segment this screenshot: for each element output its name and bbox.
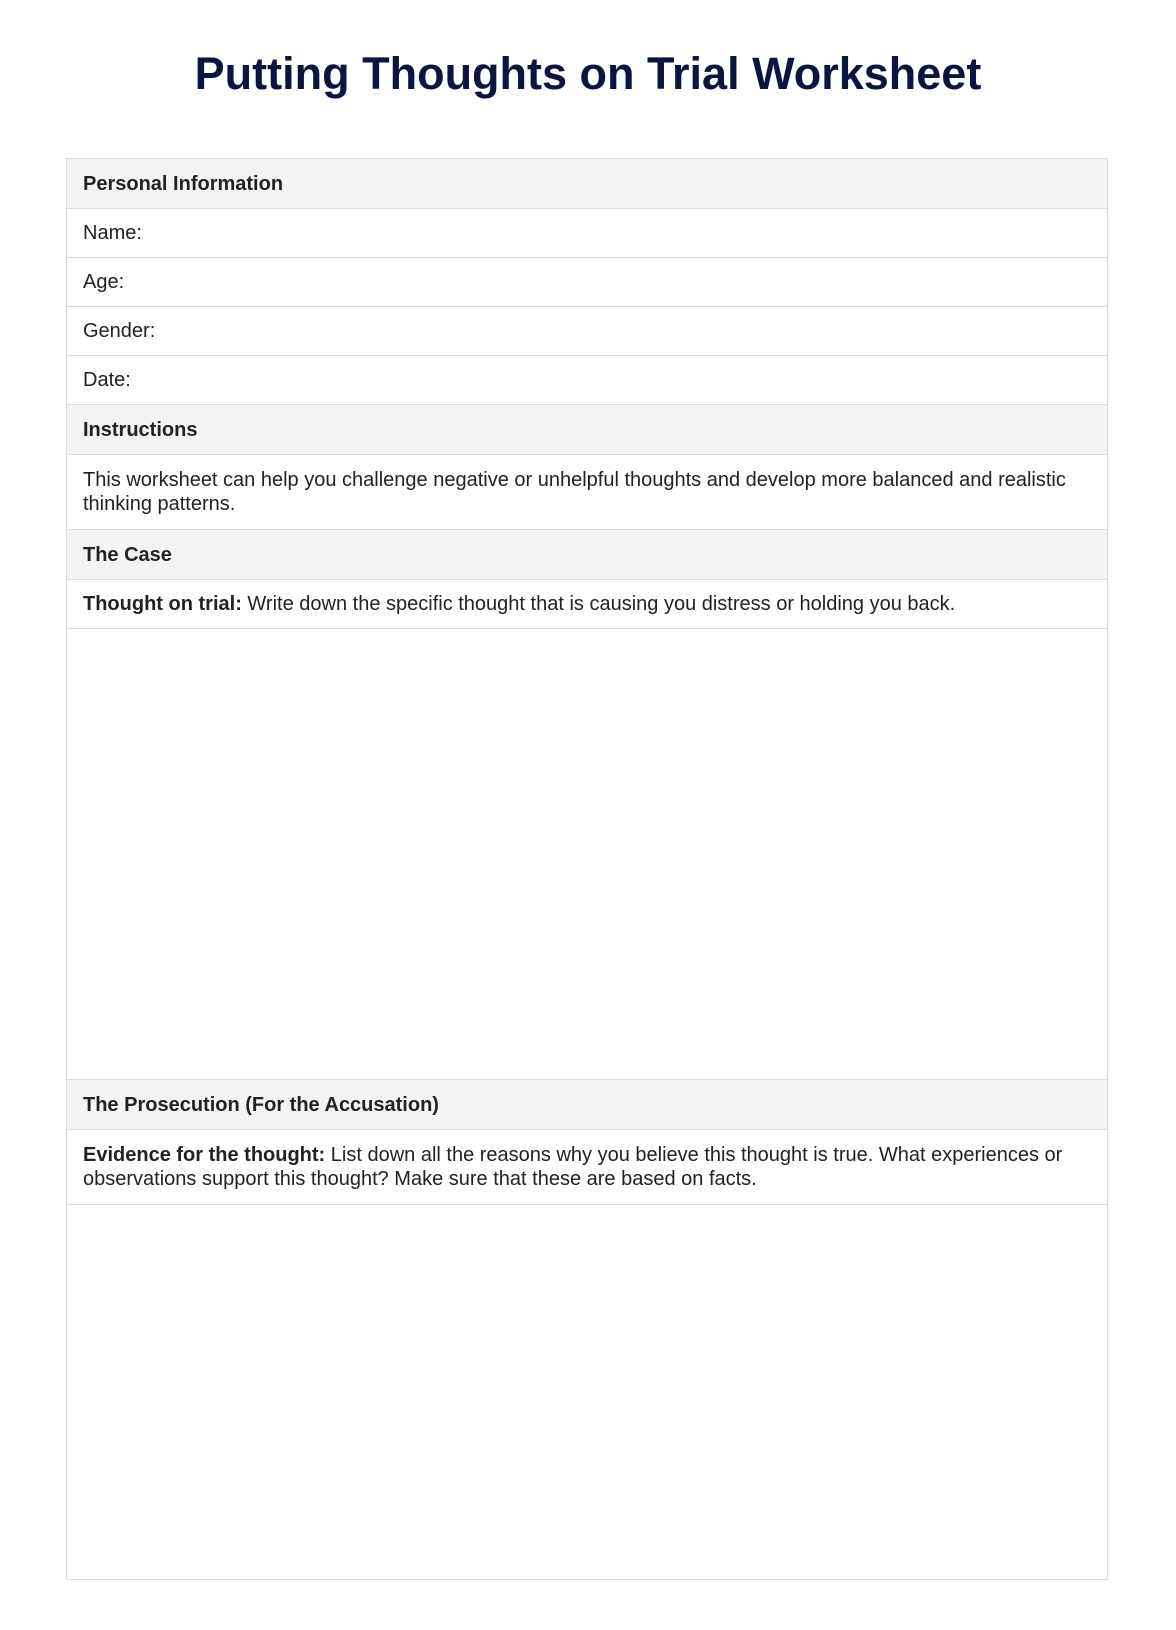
page-title: Putting Thoughts on Trial Worksheet	[194, 48, 982, 99]
section-header-instructions: Instructions	[67, 405, 1107, 455]
evidence-for-thought-prompt	[67, 1130, 1107, 1205]
thought-on-trial-answer-area[interactable]	[67, 629, 1107, 1080]
instructions-body: This worksheet can help you challenge negative or unhelpful thoughts and develop more balanced and realistic thinking patterns.	[83, 469, 1066, 515]
section-header-the-case: The Case	[67, 530, 1107, 580]
evidence-for-thought-answer-area[interactable]	[67, 1205, 1107, 1579]
prompt-text: List down all the reasons why you believe this thought is true. What experiences or observations support this thought? Make sure that these are based on facts.	[83, 1144, 1063, 1190]
name-field[interactable]: Name:	[67, 209, 1107, 258]
prompt-label: Thought on trial:	[83, 593, 242, 615]
instructions-text	[67, 455, 1107, 530]
worksheet-table	[66, 158, 1108, 1580]
gender-field[interactable]: Gender:	[67, 307, 1107, 356]
section-header-personal-information: Personal Information	[67, 159, 1107, 209]
age-field[interactable]: Age:	[67, 258, 1107, 307]
prompt-label: Evidence for the thought:	[83, 1144, 326, 1166]
thought-on-trial-prompt	[67, 580, 1107, 629]
prompt-text: Write down the specific thought that is causing you distress or holding you back.	[241, 593, 956, 615]
section-header-prosecution: The Prosecution (For the Accusation)	[67, 1080, 1107, 1130]
date-field[interactable]: Date:	[67, 356, 1107, 405]
